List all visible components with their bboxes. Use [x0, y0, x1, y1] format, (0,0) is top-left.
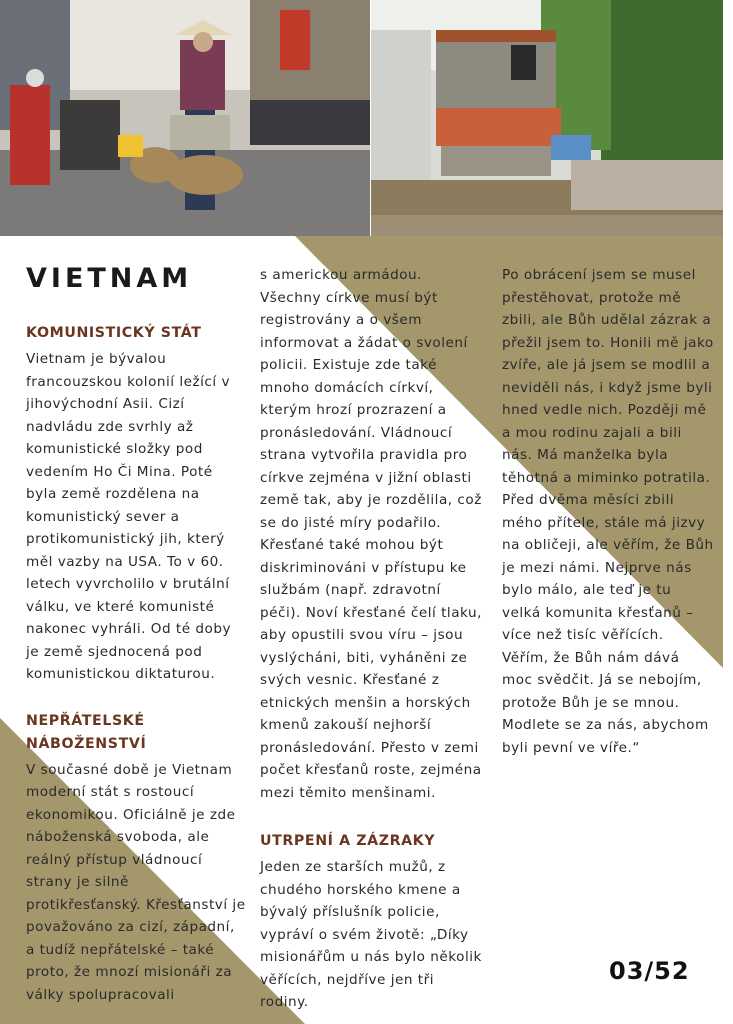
section-text-hostile-religion-part-2: s americkou armádou. Všechny církve musí být registrovány a o všem informovat a žádat o svolení policii. Existuje zde také mnoho domácích církví, kterým hrozí prozrazení a pronásledování. Vládnoucí strana vytvořila pravidla pro církve zejména v jižní oblasti země tak, aby je rozdělila, což se do jisté míry podařilo. Křesťané také mohou být diskriminováni v přístupu ke službám (např. zdravotní péči). Noví křesťané čelí tlaku, aby opustili svou víru – jsou vyslýcháni, biti, vyháněni ze svých vesnic. Křesťané z etnických menšin a horských kmenů zakouší nejhorší pronásledování. Přesto v zemi počet křesťanů roste, zejména mezi těmito menšinami.: [260, 267, 482, 801]
right-margin-strip: [723, 0, 733, 1024]
section-heading-suffering-miracles: UTRPENÍ A ZÁZRAKY: [260, 833, 436, 849]
page-title: VIETNAM: [26, 263, 193, 294]
section-text-suffering-miracles-part-1: Jeden ze starších mužů, z chudého horského kmene a bývalý příslušník policie, vypráví o svém životě: „Díky misionářům u nás bylo několik věřících, nejdříve jen tři rodiny.: [260, 859, 482, 1010]
section-heading-hostile-religion: NEPŘÁTELSKÉ NÁBOŽENSTVÍ: [26, 712, 147, 752]
column-1: [26, 322, 248, 1006]
section-text-hostile-religion-part-1: V současné době je Vietnam moderní stát s rostoucí ekonomikou. Oficiálně je zde náboženská svoboda, ale reálný přístup vládnoucí strany je silně protikřesťanský. Křesťanství je považováno za cizí, západní, a tudíž nepřátelské – také proto, že mnozí misionáři za války spolupracovali: [26, 761, 246, 1003]
column-3: [502, 264, 714, 759]
section-text-suffering-miracles-part-2: Po obrácení jsem se musel přestěhovat, protože mě zbili, ale Bůh udělal zázrak a přežil jsem to. Honili mě jako zvíře, ale já jsem se modlil a neviděli nás, i když jsme byli hned vedle nich. Později mě a mou rodinu zajali a bili nás. Má manželka byla těhotná a miminko potratila. Před dvěma měsíci zbili mého přítele, stále má jizvy na obličeji, ale věřím, že Bůh je mezi námi. Nejprve nás bylo málo, ale teď je tu velká komunita křesťanů – více než tisíc věřících. Věřím, že Bůh nám dává moc svědčit. Já se nebojím, protože Bůh je se mnou. Modlete se za nás, abychom byli pevní ve víře.“: [502, 267, 714, 756]
page-number: 03/52: [609, 957, 690, 985]
stilt-houses-photo: [371, 0, 723, 236]
section-text-communist-state: Vietnam je bývalou francouzskou kolonií ležící v jihovýchodní Asii. Cizí nadvládu zde svrhly až komunistické složky pod vedením Ho Či Mina. Poté byla země rozdělena na komunistický sever a protikomunistický jih, který měl vazby na USA. To v 60. letech vyvrcholilo v brutální válku, ve které komunisté nakonec vyhráli. Od té doby je země sjednocená pod komunistickou diktaturou.: [26, 351, 232, 682]
street-vendor-photo: [0, 0, 370, 236]
column-2: [260, 264, 485, 1014]
section-heading-communist-state: KOMUNISTICKÝ STÁT: [26, 325, 202, 341]
